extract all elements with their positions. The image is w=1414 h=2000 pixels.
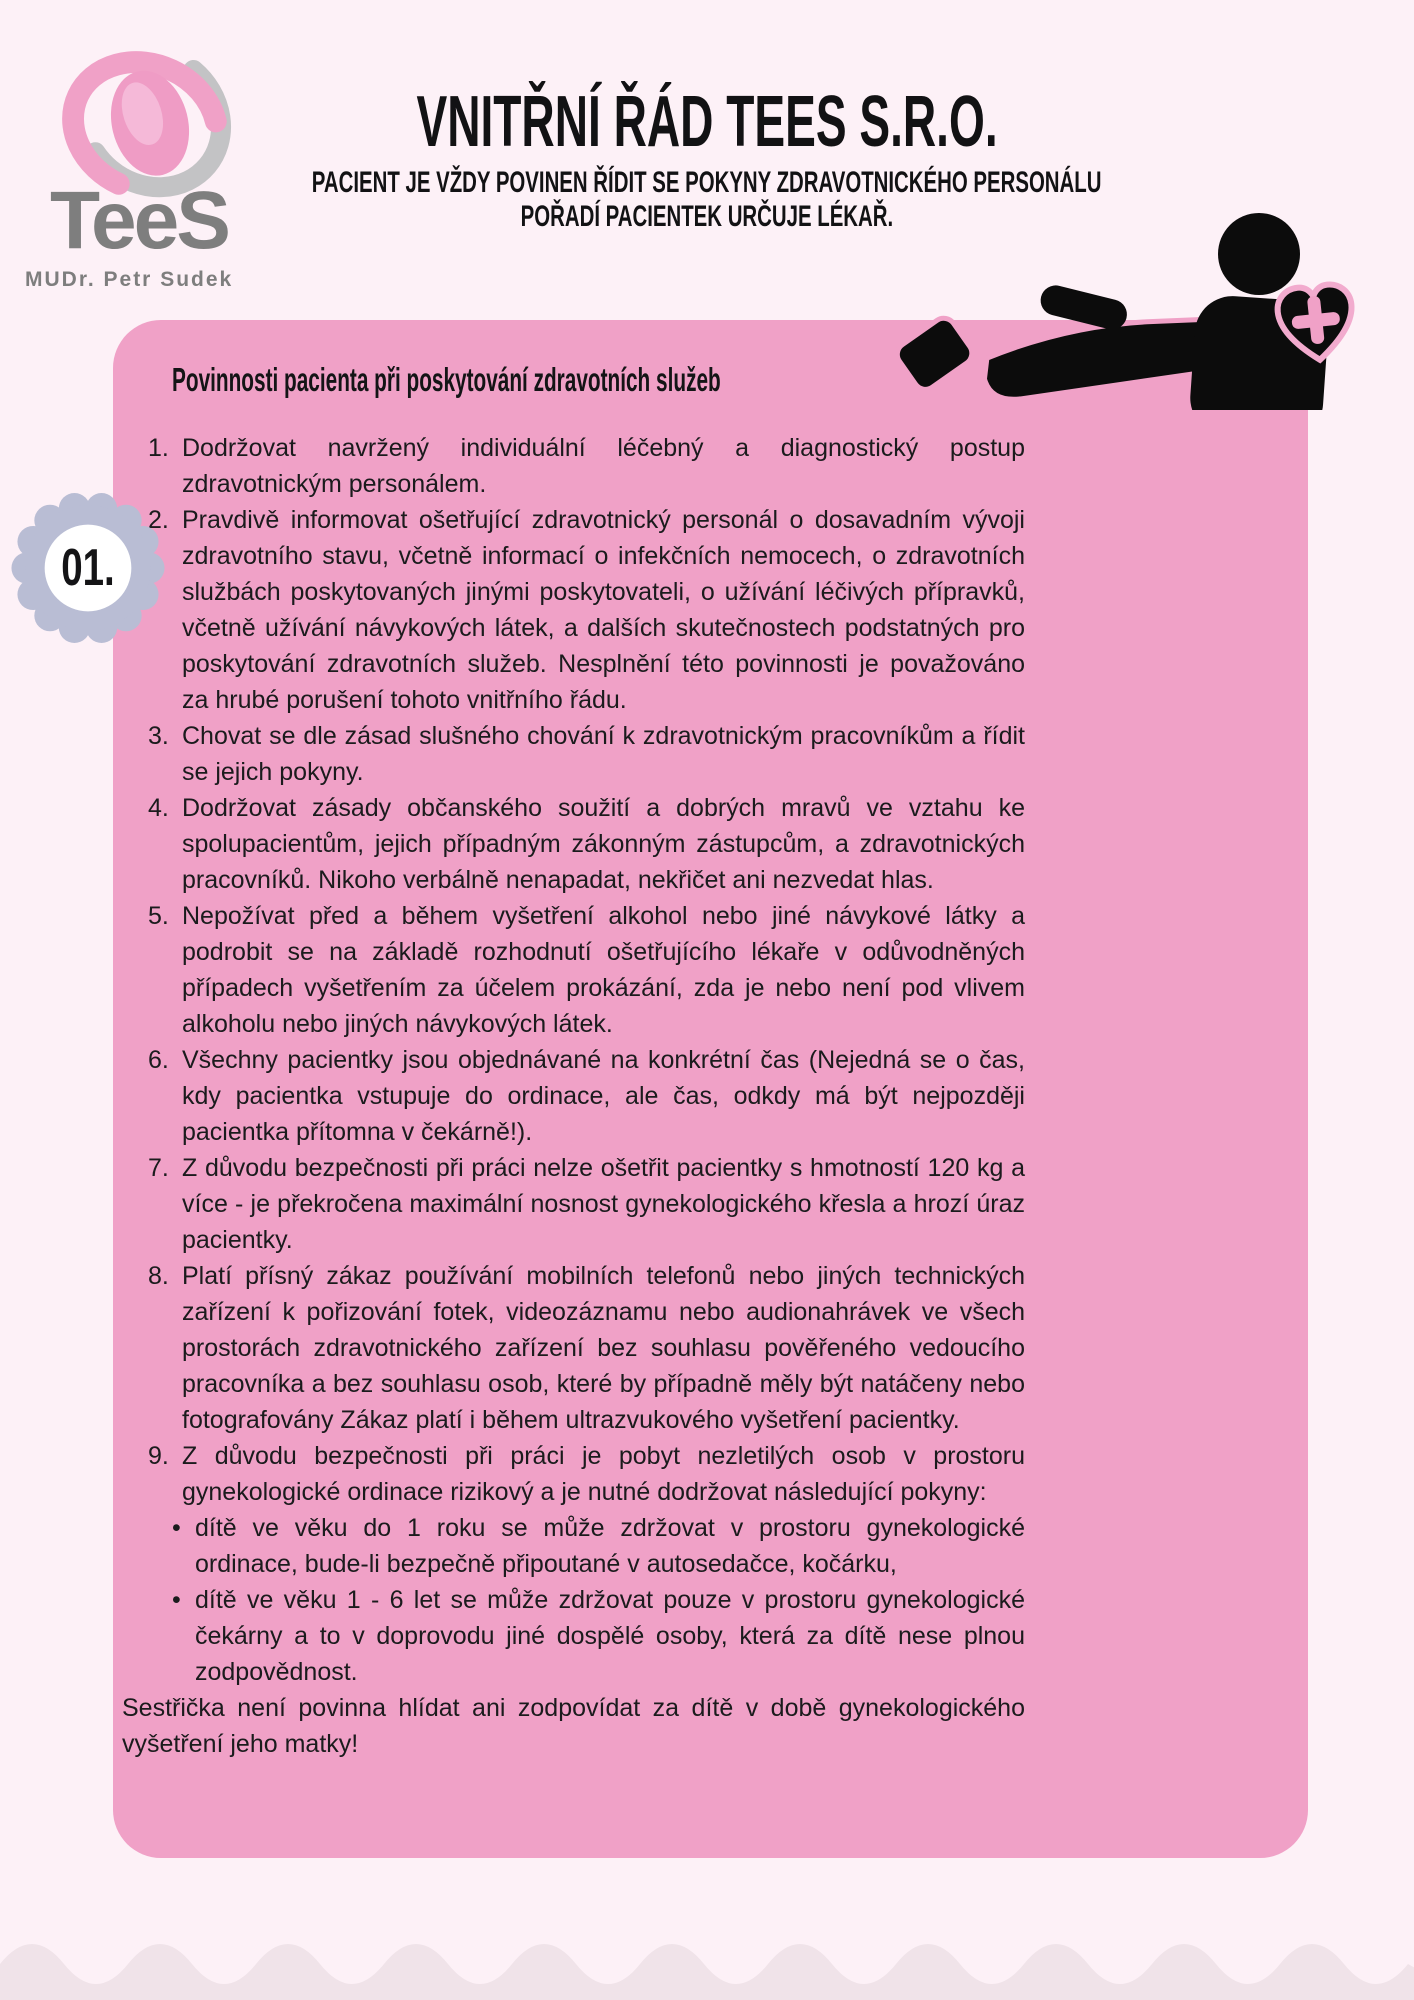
- caregiver-patient-heart-cross-icon: [893, 210, 1373, 410]
- logo-doctor-name: MUDr. Petr Sudek: [25, 268, 234, 291]
- child-rule-item-2: • dítě ve věku 1 - 6 let se může zdržovat pouze v prostoru gynekologické čekárny a to v doprovodu jiné dospělé osoby, která za dítě nese plnou zodpovědnost.: [148, 1582, 1025, 1690]
- page-title: VNITŘNÍ ŘÁD TEES S.R.O.: [416, 82, 998, 162]
- card-heading: Povinnosti pacienta při poskytování zdravotních služeb: [172, 361, 721, 398]
- rule-item-6: Všechny pacientky jsou objednávané na konkrétní čas (Nejedná se o čas, kdy pacientka vstupuje do ordinace, ale čas, odkdy má být nejpozději pacientka přítomna v čekárně!).: [182, 1046, 1025, 1146]
- rule-item-3: Chovat se dle zásad slušného chování k zdravotnickým pracovníkům a řídit se jejich pokyny.: [182, 722, 1025, 786]
- rule-item-1: Dodržovat navržený individuální léčebný a diagnostický postup zdravotnickým personálem.: [182, 434, 1025, 498]
- closing-note: Sestřička není povinna hlídat ani zodpovídat za dítě v době gynekologického vyšetření jeho matky!: [122, 1694, 1025, 1758]
- rule-item-9: Z důvodu bezpečnosti při práci je pobyt nezletilých osob v prostoru gynekologické ordinace rizikový a je nutné dodržovat následující pokyny:: [182, 1442, 1025, 1506]
- bottom-wave-decoration: [0, 1920, 1414, 2000]
- subtitle-line-1: PACIENT JE VŽDY POVINEN ŘÍDIT SE POKYNY ZDRAVOTNICKÉHO PERSONÁLU: [312, 166, 1102, 199]
- rule-item-2: Pravdivě informovat ošetřující zdravotnický personál o dosavadním vývoji zdravotního stavu, včetně informací o infekčních nemocech, o zdravotních službách poskytovaných jinými poskytovateli, o užívání léčivých přípravků, včetně užívání návykových látek, a dalších skutečnostech podstatných pro poskytování zdravotních služeb. Nesplnění této povinnosti je považováno za hrubé porušení tohoto vnitřního řádu.: [182, 506, 1025, 714]
- rule-item-7: Z důvodu bezpečnosti při práci nelze ošetřit pacientky s hmotností 120 kg a více - je překročena maximální nosnost gynekologického křesla a hrozí úraz pacientky.: [182, 1154, 1025, 1254]
- child-rules-list: [148, 1510, 1025, 1690]
- child-rule-item-1: • dítě ve věku do 1 roku se může zdržovat v prostoru gynekologické ordinace, bude-li bezpečně připoutané v autosedačce, kočárku,: [148, 1510, 1025, 1582]
- section-number-badge: [5, 485, 171, 651]
- badge-number: 01.: [61, 539, 115, 597]
- rules-card: [113, 320, 1308, 1858]
- logo-brand-text: TeeS: [50, 175, 228, 266]
- rules-list: [148, 430, 1025, 1510]
- rule-item-8: Platí přísný zákaz používání mobilních telefonů nebo jiných technických zařízení k pořizování fotek, videozáznamu nebo audionahrávek ve všech prostorách zdravotnického zařízení bez souhlasu pověřeného vedoucího pracovníka a bez souhlasu osob, které by případně měly být natáčeny nebo fotografovány Zákaz platí i během ultrazvukového vyšetření pacientky.: [182, 1262, 1025, 1434]
- rule-item-4: Dodržovat zásady občanského soužití a dobrých mravů ve vztahu ke spolupacientům, jejich případným zákonným zástupcům, a zdravotnických pracovníků. Nikoho verbálně nenapadat, nekřičet ani nezvedat hlas.: [182, 794, 1025, 894]
- rule-item-5: Nepožívat před a během vyšetření alkohol nebo jiné návykové látky a podrobit se na základě rozhodnutí ošetřujícího lékaře v odůvodněných případech vyšetřením za účelem prokázání, zda je nebo není pod vlivem alkoholu nebo jiných návykových látek.: [182, 902, 1025, 1038]
- subtitle-line-2: POŘADÍ PACIENTEK URČUJE LÉKAŘ.: [520, 200, 894, 233]
